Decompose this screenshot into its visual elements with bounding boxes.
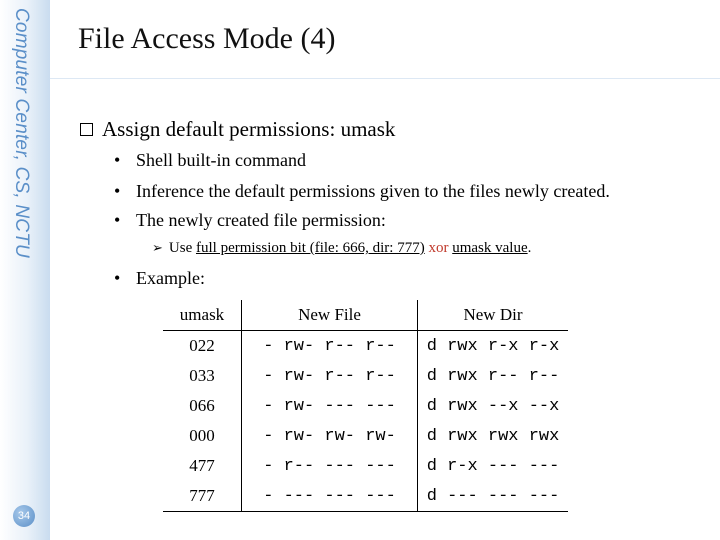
sidebar — [0, 0, 50, 540]
table-row — [163, 391, 568, 421]
table-row — [163, 421, 568, 451]
page-number-badge: 34 — [13, 505, 35, 527]
example-label: Example: — [136, 268, 205, 288]
detail-period: . — [527, 240, 532, 256]
detail-umask-value: umask value — [452, 240, 528, 256]
cell-umask: 066 — [163, 391, 242, 421]
dot-bullet-icon: • — [114, 150, 121, 170]
detail-bullet — [152, 240, 531, 257]
cell-new-dir: d --- --- --- — [418, 481, 569, 512]
sub-bullet-text: Shell built-in command — [136, 150, 306, 170]
detail-text-part1: Use — [168, 240, 196, 256]
header-umask: umask — [163, 300, 242, 331]
detail-full-permission: full permission bit (file: 666, dir: 777) — [195, 240, 425, 256]
cell-new-file: - r-- --- --- — [242, 451, 418, 481]
cell-umask: 477 — [163, 451, 242, 481]
sub-bullet-3 — [114, 210, 386, 231]
table-row — [163, 331, 568, 362]
sub-bullet-example — [114, 268, 205, 289]
cell-umask: 777 — [163, 481, 242, 512]
table-row — [163, 481, 568, 512]
detail-xor: xor — [428, 240, 449, 256]
cell-new-dir: d rwx r-- r-- — [426, 366, 560, 386]
cell-new-file: - rw- rw- rw- — [242, 421, 418, 451]
header-new-dir: New Dir — [418, 300, 569, 331]
sub-bullet-1 — [114, 150, 306, 171]
arrow-bullet-icon: ➢ — [152, 240, 163, 255]
sub-bullet-2 — [114, 181, 610, 202]
dot-bullet-icon: • — [114, 210, 121, 230]
cell-new-dir: d r-x --- --- — [426, 456, 560, 476]
checkbox-bullet-icon — [80, 123, 93, 136]
table-row — [163, 361, 568, 391]
table-header-row — [163, 300, 568, 331]
main-bullet-text: Assign default permissions: umask — [102, 117, 396, 141]
table-row — [163, 451, 568, 481]
cell-new-dir: d rwx r-x r-x — [426, 336, 560, 356]
cell-umask: 022 — [163, 331, 242, 362]
dot-bullet-icon: • — [114, 181, 121, 201]
slide-title: File Access Mode (4) — [78, 22, 336, 55]
cell-new-dir: d rwx rwx rwx — [426, 426, 560, 446]
cell-new-file: - --- --- --- — [242, 481, 418, 512]
title-divider — [50, 78, 720, 79]
cell-new-dir: d rwx --x --x — [426, 396, 560, 416]
main-bullet — [80, 117, 395, 142]
sub-bullet-text: The newly created file permission: — [136, 210, 386, 230]
cell-umask: 000 — [163, 421, 242, 451]
cell-new-file: - rw- r-- r-- — [242, 361, 418, 391]
cell-new-file: - rw- r-- r-- — [242, 331, 418, 362]
header-new-file: New File — [242, 300, 418, 331]
sub-bullet-text: Inference the default permissions given to the files newly created. — [136, 181, 610, 201]
cell-umask: 033 — [163, 361, 242, 391]
vertical-title: Computer Center, CS, NCTU — [11, 8, 32, 258]
umask-table — [163, 300, 568, 512]
cell-new-file: - rw- --- --- — [242, 391, 418, 421]
dot-bullet-icon: • — [114, 268, 121, 288]
